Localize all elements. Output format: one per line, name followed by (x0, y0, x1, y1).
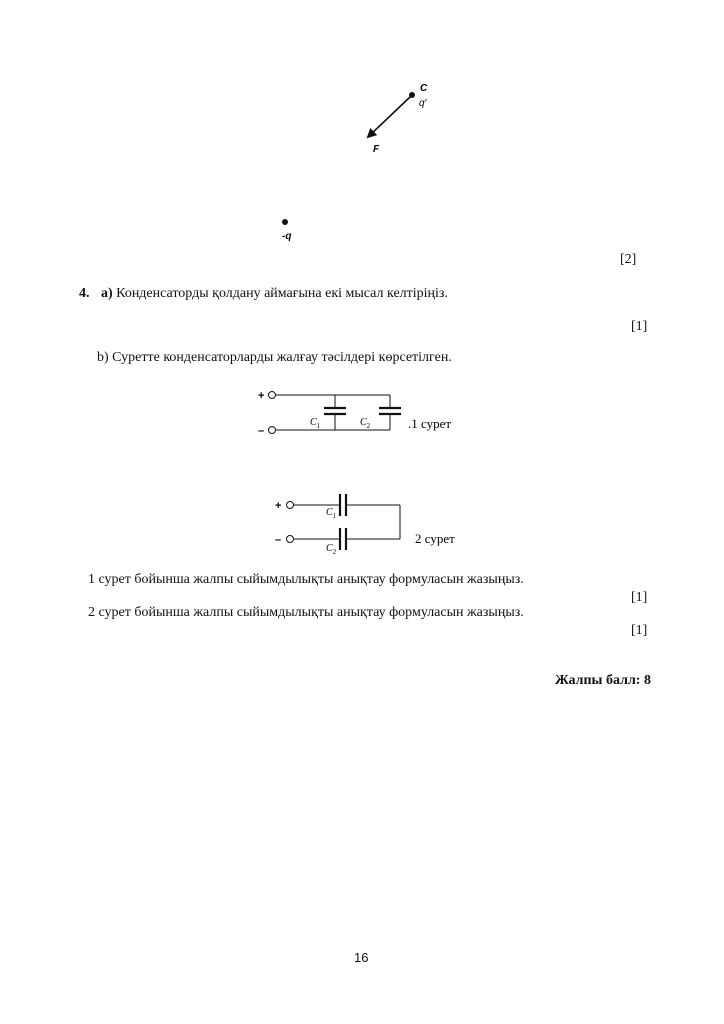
fig2-c1-label: $C_1$ (326, 507, 337, 520)
fig1-minus-terminal (269, 427, 276, 434)
q4-part-a (79, 286, 448, 302)
fig2-minus-label: – (275, 534, 282, 546)
charge-q-prime-label: q′ (419, 98, 427, 109)
q4-part-a-score: [1] (631, 319, 648, 334)
q4-part-b-text: b) Суретте конденсаторларды жалғау тәсілдері көрсетілген. (97, 350, 452, 365)
charge-neg-q-label: -q (282, 231, 292, 242)
fig1-minus-label: – (258, 425, 265, 437)
q4-part-a-text: Конденсаторды қолдану аймағына екі мысал келтіріңіз. (116, 286, 448, 301)
fig1-plus-label: + (258, 390, 265, 402)
task2-score: [1] (631, 623, 648, 638)
page-number: 16 (354, 950, 369, 965)
point-c-label: C (420, 83, 428, 94)
fig2-minus-terminal (287, 536, 294, 543)
q4-part-a-letter: a) (101, 286, 113, 301)
fig2-caption: 2 сурет (415, 531, 455, 546)
fig1-c1-label: $C_1$ (310, 417, 321, 430)
task2-text: 2 сурет бойынша жалпы сыйымдылықты анықтау формуласын жазыңыз. (88, 605, 524, 620)
charge-neg-q-dot (282, 219, 288, 225)
fig1-caption: .1 сурет (408, 416, 452, 431)
force-vector-arrow (368, 97, 410, 137)
task1-text: 1 сурет бойынша жалпы сыйымдылықты анықтау формуласын жазыңыз. (88, 572, 524, 587)
q3-score: [2] (620, 252, 637, 267)
fig2-c2-label: $C_2$ (326, 543, 337, 556)
force-diagram (270, 75, 450, 250)
figure-1-parallel-circuit (255, 383, 475, 445)
task1-score: [1] (631, 590, 648, 605)
fig2-plus-terminal (287, 502, 294, 509)
q4-number: 4. (79, 286, 90, 301)
fig2-plus-label: + (275, 500, 282, 512)
fig1-plus-terminal (269, 392, 276, 399)
total-score: Жалпы балл: 8 (555, 673, 651, 688)
force-label: F (373, 144, 380, 155)
fig1-c2-label: $C_2$ (360, 417, 371, 430)
figure-2-series-circuit (272, 488, 472, 560)
